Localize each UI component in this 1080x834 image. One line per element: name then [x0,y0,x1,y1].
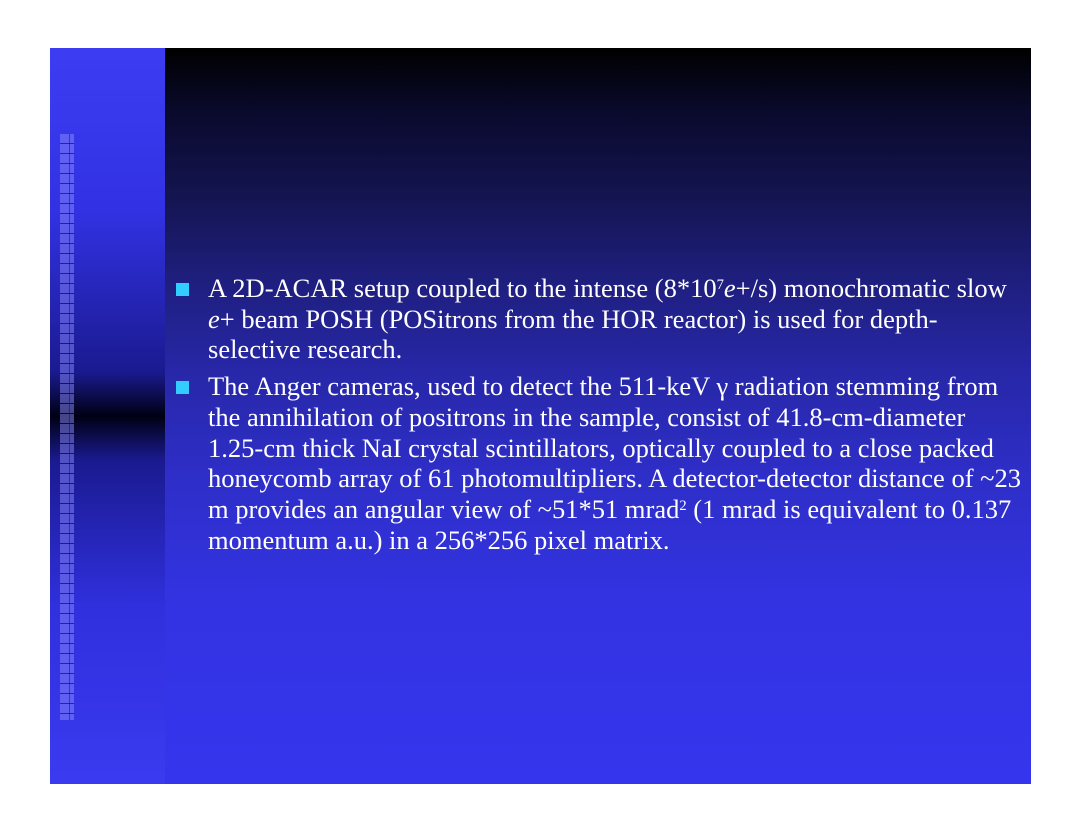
text-segment: A 2D-ACAR setup coupled to the intense (8*10 [208,273,717,303]
checkerboard-pattern [60,134,74,720]
bullet-1-text [208,273,1007,364]
left-decorative-band [50,48,165,784]
bullet-2-text [208,371,1021,555]
text-segment: +/s) monochromatic slow [735,273,1007,303]
bullet-square-icon [176,381,189,394]
italic-e: e [208,303,220,334]
superscript-exponent: 2 [679,497,687,514]
superscript-exponent: 7 [716,276,724,293]
text-segment: (1 mrad is equivalent to 0.137 momentum a.u.) in a 256*256 pixel matrix. [208,493,1012,555]
italic-e: e [723,273,736,303]
bullet-square-icon [176,283,189,296]
text-segment: + beam POSH (POSitrons from the HOR reactor) is used for depth-selective research. [208,303,938,365]
text-segment: The Anger cameras, used to detect the 511-keV γ radiation stemming from the annihilation of positrons in the sample, consist of 41.8-cm-diameter 1.25-cm thick NaI crystal scintillators, optically coupled to a close packed honeycomb array of 61 photomultipliers. A detector-detector distance of ~23 m provides an angular view of ~51*51 mrad [208,371,1021,524]
slide [50,48,1031,784]
slide-body [172,273,1022,561]
bullet-item-2 [172,371,1022,555]
bullet-item-1 [172,273,1022,365]
